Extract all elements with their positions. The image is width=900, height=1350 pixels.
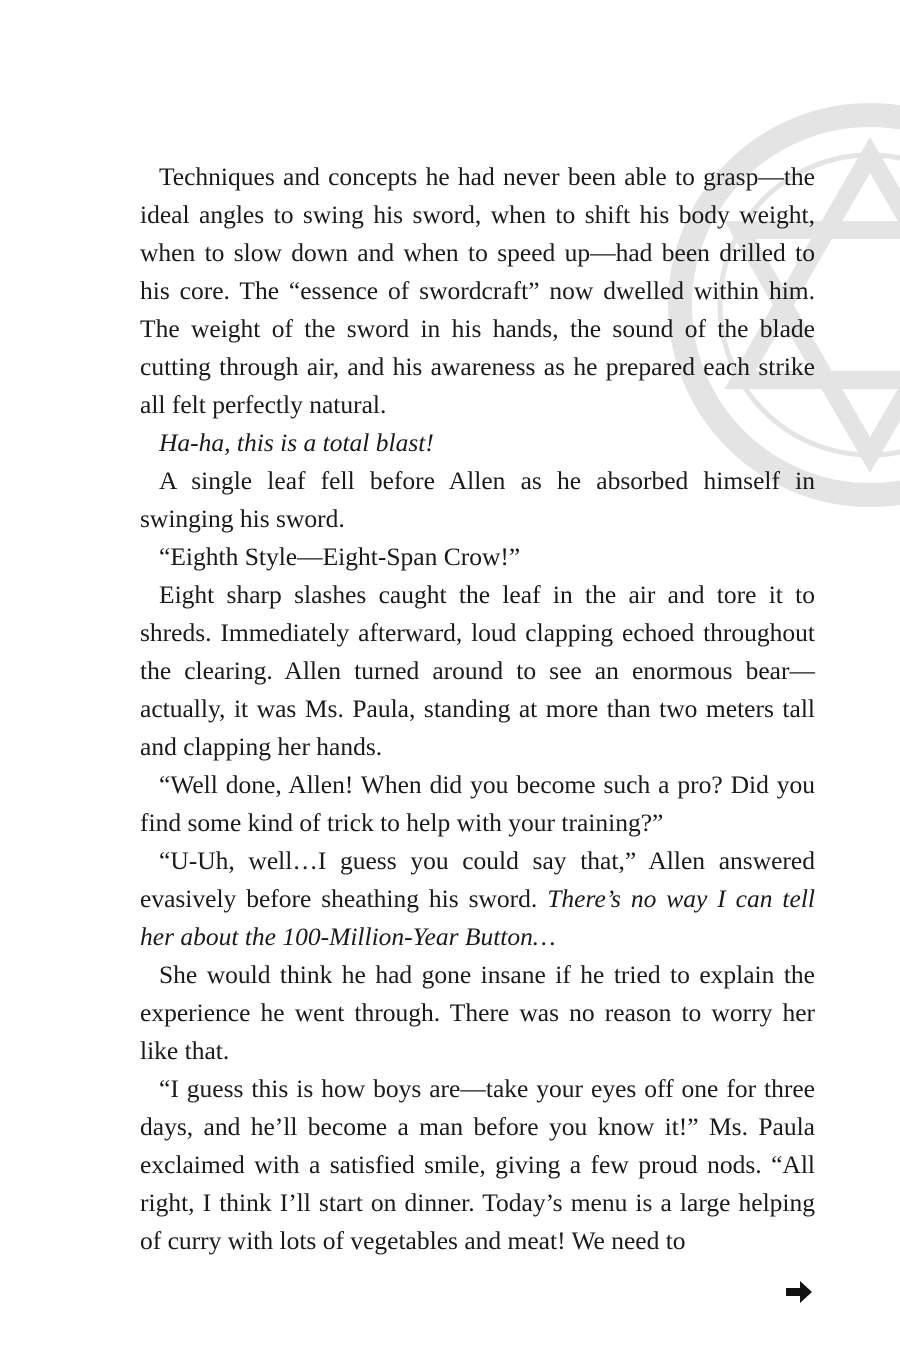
text-run: “Eighth Style—Eight-Span Crow!” (159, 542, 521, 571)
text-run: A single leaf fell before Allen as he absorbed himself in swinging his sword. (140, 466, 815, 533)
text-run: Eight sharp slashes caught the leaf in the air and tore it to shreds. Immediately afterward, loud clapping echoed throughout the clearing. Allen turned around to see an enormous bear—actually, it was Ms. Paula, standing at more than two meters tall and clapping her hands. (140, 580, 815, 761)
paragraph-2 (140, 424, 815, 462)
paragraph-4 (140, 538, 815, 576)
page-body-text (140, 158, 815, 1260)
italic-text-run: Ha-ha, this is a total blast! (159, 428, 434, 457)
text-run: “I guess this is how boys are—take your eyes off one for three days, and he’ll become a man before you know it!” Ms. Paula exclaimed with a satisfied smile, giving a few proud nods. “All right, I think I’ll start on dinner. Today’s menu is a large helping of curry with lots of vegetables and meat! We need to (140, 1074, 815, 1255)
next-page-arrow-icon[interactable] (786, 1281, 812, 1303)
paragraph-6 (140, 766, 815, 842)
paragraph-1 (140, 158, 815, 424)
text-run: “U-Uh, well…I guess you could say that,” Allen answered evasively before sheathing his sword. (140, 846, 815, 913)
paragraph-9 (140, 1070, 815, 1260)
paragraph-5 (140, 576, 815, 766)
text-run: She would think he had gone insane if he tried to explain the experience he went through. There was no reason to worry her like that. (140, 960, 815, 1065)
italic-text-run: There’s no way I can tell her about the 100-Million-Year Button… (140, 884, 815, 951)
paragraph-8 (140, 956, 815, 1070)
text-run: Techniques and concepts he had never been able to grasp—the ideal angles to swing his sword, when to shift his body weight, when to slow down and when to speed up—had been drilled to his core. The “essence of swordcraft” now dwelled within him. The weight of the sword in his hands, the sound of the blade cutting through air, and his awareness as he prepared each strike all felt perfectly natural. (140, 162, 815, 419)
paragraph-7 (140, 842, 815, 956)
paragraph-3 (140, 462, 815, 538)
text-run: “Well done, Allen! When did you become such a pro? Did you find some kind of trick to help with your training?” (140, 770, 815, 837)
